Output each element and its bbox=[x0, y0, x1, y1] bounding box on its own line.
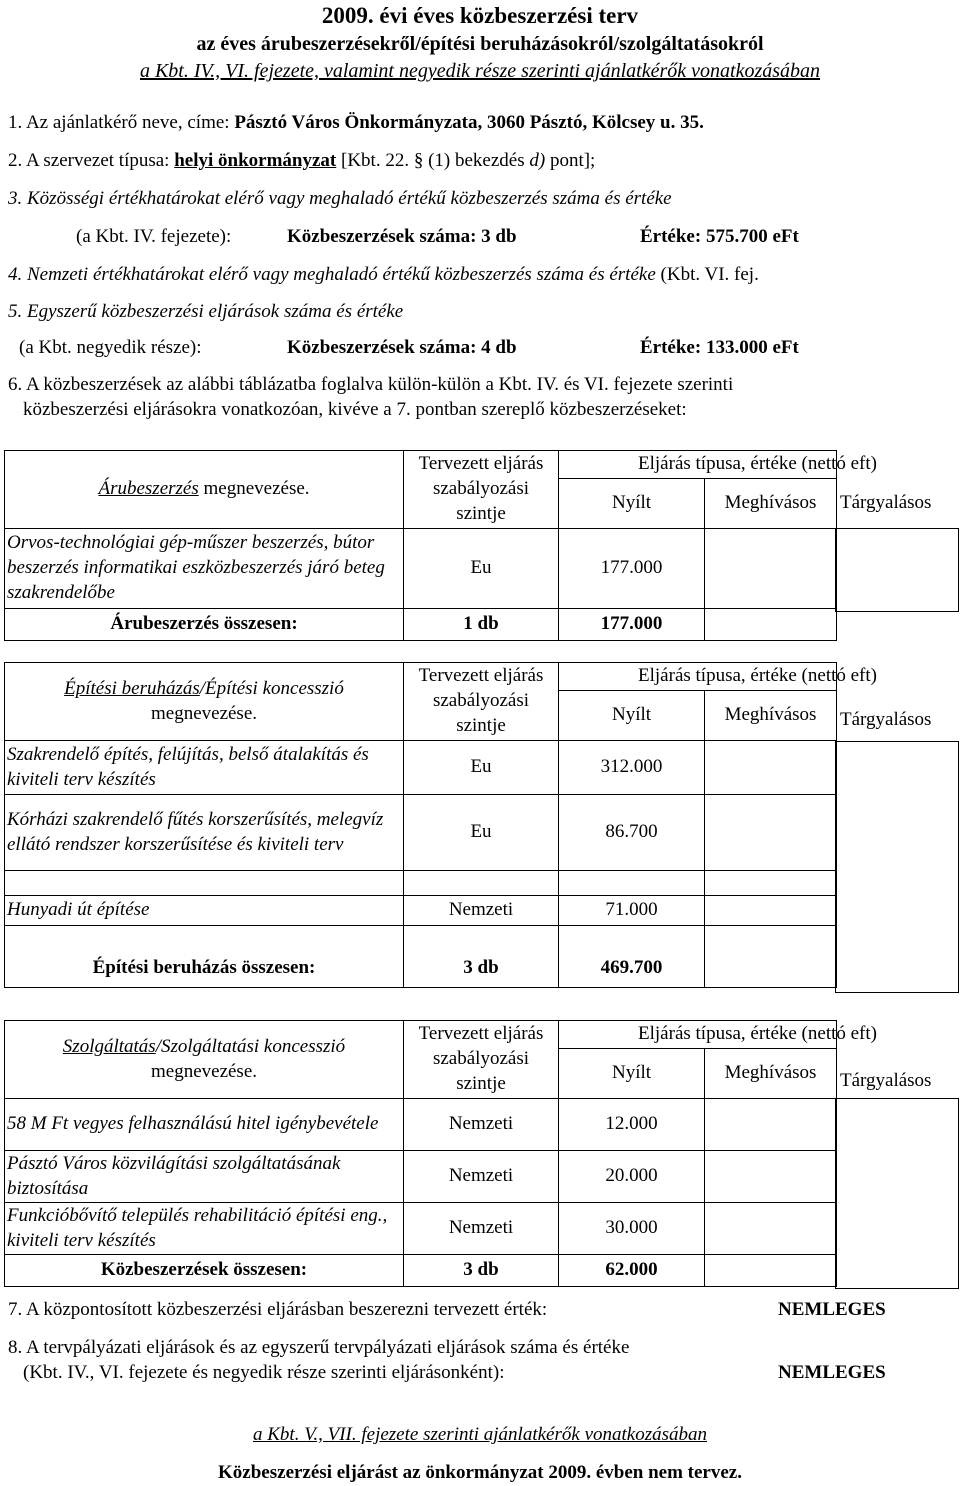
goods-row-value: 177.000 bbox=[559, 529, 705, 609]
item-3: 3. Közösségi értékhatárokat elérő vagy meghaladó értékű közbeszerzés száma és értéke bbox=[8, 188, 672, 209]
item-3-count: Közbeszerzések száma: 3 db bbox=[287, 226, 517, 247]
services-row-level: Nemzeti bbox=[404, 1099, 559, 1151]
works-open-header: Nyílt bbox=[559, 691, 705, 741]
document-subtitle: az éves árubeszerzésekről/építési beruházásokról/szolgáltatásokról bbox=[196, 33, 764, 55]
services-category-main: Szolgáltatás bbox=[62, 1035, 156, 1057]
document-title: 2009. évi éves közbeszerzési terv bbox=[321, 3, 639, 28]
item-3-ref: (a Kbt. IV. fejezete): bbox=[76, 226, 232, 247]
section-heading: a Kbt. V., VII. fejezete szerinti ajánlatkérők vonatkozásában bbox=[253, 1424, 707, 1445]
services-category-header bbox=[5, 1021, 404, 1099]
services-total-empty bbox=[705, 1255, 837, 1287]
works-type-header bbox=[559, 663, 877, 691]
item-7: 7. A központosított közbeszerzési eljárásban beszerezni tervezett érték: bbox=[8, 1299, 548, 1320]
services-row-name: Funkcióbővítő település rehabilitáció építési eng., kiviteli terv készítés bbox=[5, 1203, 404, 1255]
item-5-count: Közbeszerzések száma: 4 db bbox=[287, 337, 517, 358]
services-row-name: 58 M Ft vegyes felhasználású hitel igénybevétele bbox=[5, 1099, 404, 1151]
item-2-value: helyi önkormányzat bbox=[174, 150, 337, 171]
works-level-header: Tervezett eljárás szabályozási szintje bbox=[404, 663, 559, 741]
item-2-ref-d: d) bbox=[529, 150, 546, 171]
item-5: 5. Egyszerű közbeszerzési eljárások száma és értéke bbox=[8, 301, 404, 322]
item-6-line-1: 6. A közbeszerzések az alábbi táblázatba foglalva külön-külön a Kbt. IV. és VI. fejezete szerinti bbox=[8, 374, 734, 395]
services-category-line-2: megnevezése. bbox=[150, 1060, 258, 1082]
item-2-ref-c: pont]; bbox=[545, 150, 596, 171]
works-category-rest: /Építési koncesszió bbox=[199, 677, 344, 699]
works-blank-cell bbox=[404, 871, 559, 896]
services-row-name: Pásztó Város közvilágítási szolgáltatásának biztosítása bbox=[5, 1151, 404, 1203]
item-2-ref-b: (1) bekezdés bbox=[423, 150, 530, 171]
works-type-header-text: Eljárás típusa, értéke (nettó eft) bbox=[638, 665, 877, 687]
works-blank-cell bbox=[705, 871, 837, 896]
works-category-main: Építési beruházás bbox=[64, 677, 200, 699]
goods-type-header-text: Eljárás típusa, értéke (nettó eft) bbox=[638, 453, 877, 475]
works-row-level: Eu bbox=[404, 795, 559, 871]
works-row-level: Nemzeti bbox=[404, 896, 559, 926]
services-invited-header: Meghívásos bbox=[705, 1049, 837, 1099]
closing-statement: Közbeszerzési eljárást az önkormányzat 2009. évben nem tervez. bbox=[218, 1462, 742, 1483]
works-row-value: 86.700 bbox=[559, 795, 705, 871]
item-4-text: 4. Nemzeti értékhatárokat elérő vagy meghaladó értékű közbeszerzés száma és értéke bbox=[8, 264, 656, 285]
goods-negotiated-cell bbox=[835, 528, 959, 612]
services-type-header-text: Eljárás típusa, értéke (nettó eft) bbox=[638, 1023, 877, 1045]
works-blank-cell bbox=[559, 871, 705, 896]
services-row-value: 20.000 bbox=[559, 1151, 705, 1203]
item-6-line-2: közbeszerzési eljárásokra vonatkozóan, kivéve a 7. pontban szereplő közbeszerzéseket: bbox=[23, 399, 687, 420]
goods-table bbox=[4, 450, 877, 641]
item-4-ref: (Kbt. VI. fej. bbox=[655, 264, 759, 285]
works-row-value: 71.000 bbox=[559, 896, 705, 926]
works-row-name: Szakrendelő építés, felújítás, belső átalakítás és kiviteli terv készítés bbox=[5, 741, 404, 795]
services-negotiated-header: Tárgyalásos bbox=[840, 1070, 932, 1091]
item-8-line-2: (Kbt. IV., VI. fejezete és negyedik része szerinti eljárásonként): bbox=[23, 1362, 505, 1383]
goods-row-name: Orvos-technológiai gép-műszer beszerzés, bútor beszerzés informatikai eszközbeszerzés járó beteg szakrendelőbe bbox=[5, 529, 404, 609]
works-row-empty bbox=[705, 741, 837, 795]
services-level-header: Tervezett eljárás szabályozási szintje bbox=[404, 1021, 559, 1099]
goods-row-level: Eu bbox=[404, 529, 559, 609]
works-blank-row bbox=[5, 871, 404, 896]
item-1-label: 1. Az ajánlatkérő neve, címe: bbox=[8, 112, 235, 133]
item-1 bbox=[8, 112, 704, 134]
services-row-level: Nemzeti bbox=[404, 1151, 559, 1203]
item-8-value: NEMLEGES bbox=[778, 1362, 886, 1383]
works-category-line-2: megnevezése. bbox=[150, 702, 258, 724]
goods-open-header: Nyílt bbox=[559, 479, 705, 529]
item-5-value: Értéke: 133.000 eFt bbox=[640, 337, 799, 358]
goods-category-rest: megnevezése. bbox=[198, 478, 310, 500]
services-row-empty bbox=[705, 1151, 837, 1203]
goods-total-value: 177.000 bbox=[559, 609, 705, 641]
services-total-count: 3 db bbox=[404, 1255, 559, 1287]
works-row-empty bbox=[705, 896, 837, 926]
works-total-label: Építési beruházás összesen: bbox=[5, 926, 404, 988]
goods-total-label: Árubeszerzés összesen: bbox=[5, 609, 404, 641]
item-3-value: Értéke: 575.700 eFt bbox=[640, 226, 799, 247]
goods-type-header bbox=[559, 451, 877, 479]
works-negotiated-cell bbox=[835, 741, 959, 993]
services-row-level: Nemzeti bbox=[404, 1203, 559, 1255]
works-row-name: Hunyadi út építése bbox=[5, 896, 404, 926]
works-table bbox=[4, 662, 877, 988]
item-2-ref-a: [Kbt. 22. bbox=[336, 150, 414, 171]
item-8-line-1: 8. A tervpályázati eljárások és az egyszerű tervpályázati eljárások száma és értéke bbox=[8, 1337, 630, 1358]
services-table bbox=[4, 1020, 877, 1287]
item-5-ref: (a Kbt. negyedik része): bbox=[19, 337, 202, 358]
goods-level-header: Tervezett eljárás szabályozási szintje bbox=[404, 451, 559, 529]
item-7-value: NEMLEGES bbox=[778, 1299, 886, 1320]
works-row-name: Kórházi szakrendelő fűtés korszerűsítés, melegvíz ellátó rendszer korszerűsítése és kiviteli terv bbox=[5, 795, 404, 871]
works-row-level: Eu bbox=[404, 741, 559, 795]
goods-category-main: Árubeszerzés bbox=[98, 478, 199, 500]
goods-total-empty bbox=[705, 609, 837, 641]
section-sign-icon: § bbox=[413, 150, 424, 171]
services-total-value: 62.000 bbox=[559, 1255, 705, 1287]
services-negotiated-cell bbox=[835, 1098, 959, 1289]
works-row-value: 312.000 bbox=[559, 741, 705, 795]
works-total-count: 3 db bbox=[404, 926, 559, 988]
document-subtitle-scope: a Kbt. IV., VI. fejezete, valamint negyedik része szerinti ajánlatkérők vonatkozásában bbox=[139, 60, 821, 82]
goods-negotiated-header: Tárgyalásos bbox=[840, 492, 932, 513]
services-category-rest: /Szolgáltatási koncesszió bbox=[155, 1035, 346, 1057]
services-row-value: 12.000 bbox=[559, 1099, 705, 1151]
item-2-label: 2. A szervezet típusa: bbox=[8, 150, 175, 171]
works-row-empty bbox=[705, 795, 837, 871]
works-negotiated-header: Tárgyalásos bbox=[840, 709, 932, 730]
goods-total-count: 1 db bbox=[404, 609, 559, 641]
services-row-value: 30.000 bbox=[559, 1203, 705, 1255]
goods-row-empty bbox=[705, 529, 837, 609]
services-type-header bbox=[559, 1021, 877, 1049]
services-row-empty bbox=[705, 1203, 837, 1255]
works-total-value: 469.700 bbox=[559, 926, 705, 988]
item-1-value: Pásztó Város Önkormányzata, 3060 Pásztó, Kölcsey u. 35. bbox=[234, 112, 704, 133]
works-total-empty bbox=[705, 926, 837, 988]
services-total-label: Közbeszerzések összesen: bbox=[5, 1255, 404, 1287]
services-open-header: Nyílt bbox=[559, 1049, 705, 1099]
item-2 bbox=[8, 150, 595, 172]
goods-invited-header: Meghívásos bbox=[705, 479, 837, 529]
works-category-header bbox=[5, 663, 404, 741]
item-4 bbox=[8, 264, 759, 286]
services-row-empty bbox=[705, 1099, 837, 1151]
goods-category-header bbox=[5, 451, 404, 529]
works-invited-header: Meghívásos bbox=[705, 691, 837, 741]
